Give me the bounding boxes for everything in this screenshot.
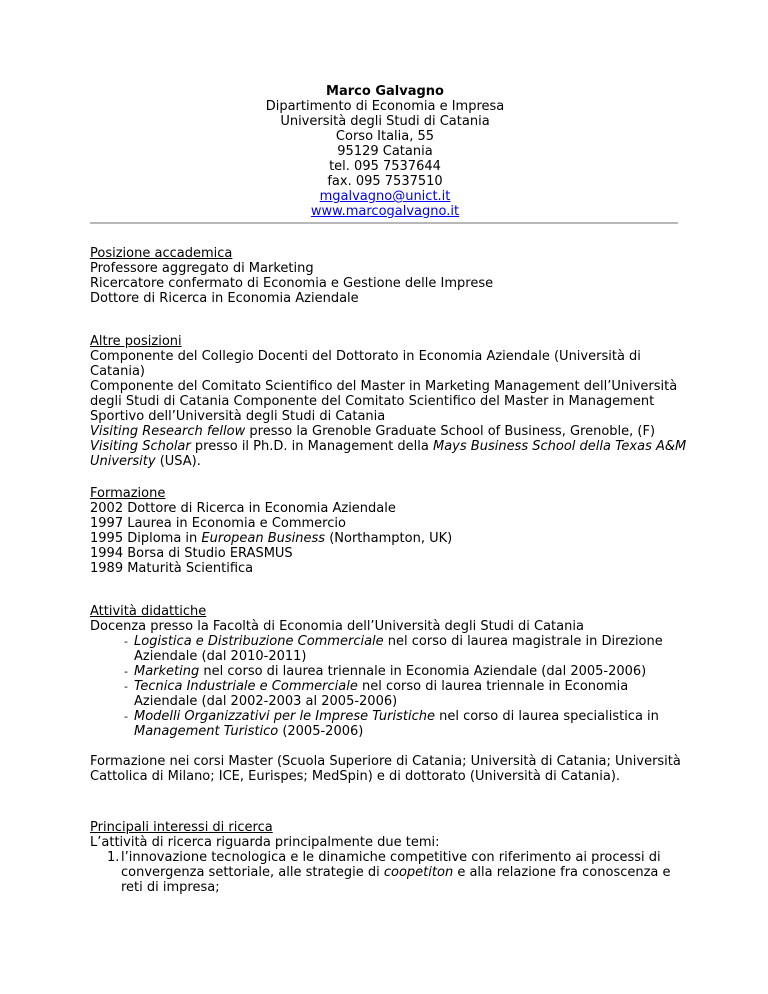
text: nel corso di laurea triennale in Economia Aziendale (dal 2002-2003 al 2005-2006) [134,679,629,709]
section-title: Altre posizioni [90,334,182,349]
section-title: Attività didattiche [90,604,207,619]
italic-text: Management Turistico [134,724,279,739]
text: (2005-2006) [278,724,364,739]
section-title: Posizione accademica [90,246,233,261]
paragraph [90,439,690,469]
paragraph: Componente del Collegio Docenti del Dottorato in Economia Aziendale (Università di Catania) [90,349,641,379]
section-interessi-ricerca [90,820,690,895]
list-item: 1994 Borsa di Studio ERASMUS [90,546,293,561]
paragraph [90,424,690,439]
paragraph: L’attività di ricerca riguarda principalmente due temi: [90,835,440,850]
italic-text: coopetiton [383,865,454,880]
text: presso il Ph.D. in Management della [190,439,433,454]
text: (USA). [155,454,201,469]
email-link[interactable]: mgalvagno@unict.it [319,189,451,204]
text: e alla relazione fra conoscenza e reti di impresa; [121,865,671,895]
list-number: 1. [107,850,120,865]
italic-text: Marketing [134,664,200,679]
website-link[interactable]: www.marcogalvagno.it [310,204,460,219]
list-item: 1989 Maturità Scientifica [90,561,254,576]
city: 95129 Catania [337,144,433,159]
section-title: Principali interessi di ricerca [90,820,273,835]
teaching-list [90,634,690,739]
italic-text: Visiting Research fellow [90,424,246,439]
section-altre-posizioni [90,334,690,469]
text: l’innovazione tecnologica e le dinamiche competitive con riferimento ai processi di convergenza settoriale, alle strategie di [121,850,661,880]
list-item [90,664,690,679]
text: nel corso di laurea triennale in Economia Aziendale (dal 2005-2006) [199,664,647,679]
italic-text: Logistica e Distribuzione Commerciale [134,634,384,649]
dash-bullet: - [124,680,128,693]
list-item [90,850,690,895]
text: nel corso di laurea magistrale in Direzione Aziendale (dal 2010-2011) [134,634,663,664]
research-topics-list [90,850,690,895]
list-item: 1997 Laurea in Economia e Commercio [90,516,346,531]
list-item: Dottore di Ricerca in Economia Aziendale [90,291,359,306]
list-item: Professore aggregato di Marketing [90,261,314,276]
italic-text: Modelli Organizzativi per le Imprese Turistiche [134,709,435,724]
italic-text: European Business [201,531,326,546]
dash-bullet: - [124,665,128,678]
paragraph: Componente del Comitato Scientifico del Master in Marketing Management dell’Università degli Studi di Catania Componente del Comitato Scientifico del Master in Management Sportivo dell’Università degli Studi di Catania [90,379,678,424]
list-item [90,709,690,739]
italic-text: Visiting Scholar [90,439,191,454]
text: presso la Grenoble Graduate School of Business, Grenoble, (F) [245,424,656,439]
dash-bullet: - [124,635,128,648]
italic-text: Tecnica Industriale e Commerciale [134,679,358,694]
list-item [90,634,690,664]
author-name: Marco Galvagno [326,84,444,99]
section-attivita-didattiche [90,604,690,784]
paragraph: Docenza presso la Facoltà di Economia dell’Università degli Studi di Catania [90,619,584,634]
list-item [90,531,690,546]
section-posizione-accademica [90,246,690,306]
text: 1995 Diploma in [90,531,202,546]
section-title: Formazione [90,486,166,501]
university: Università degli Studi di Catania [280,114,490,129]
section-formazione [90,486,690,576]
list-item [90,679,690,709]
fax: fax. 095 7537510 [327,174,443,189]
dash-bullet: - [124,710,128,723]
header-divider [90,222,678,224]
department: Dipartimento di Economia e Impresa [265,99,505,114]
telephone: tel. 095 7537644 [329,159,441,174]
text: nel corso di laurea specialistica in [434,709,659,724]
address: Corso Italia, 55 [335,129,435,144]
list-item: Ricercatore confermato di Economia e Gestione delle Imprese [90,276,494,291]
italic-text: Mays Business School della Texas A&M University [90,439,687,469]
paragraph: Formazione nei corsi Master (Scuola Superiore di Catania; Università di Catania; Università Cattolica di Milano; ICE, Eurispes; MedSpin) e di dottorato (Università di Catania). [90,754,681,784]
list-item: 2002 Dottore di Ricerca in Economia Aziendale [90,501,396,516]
contact-header [90,84,680,219]
text: (Northampton, UK) [325,531,453,546]
